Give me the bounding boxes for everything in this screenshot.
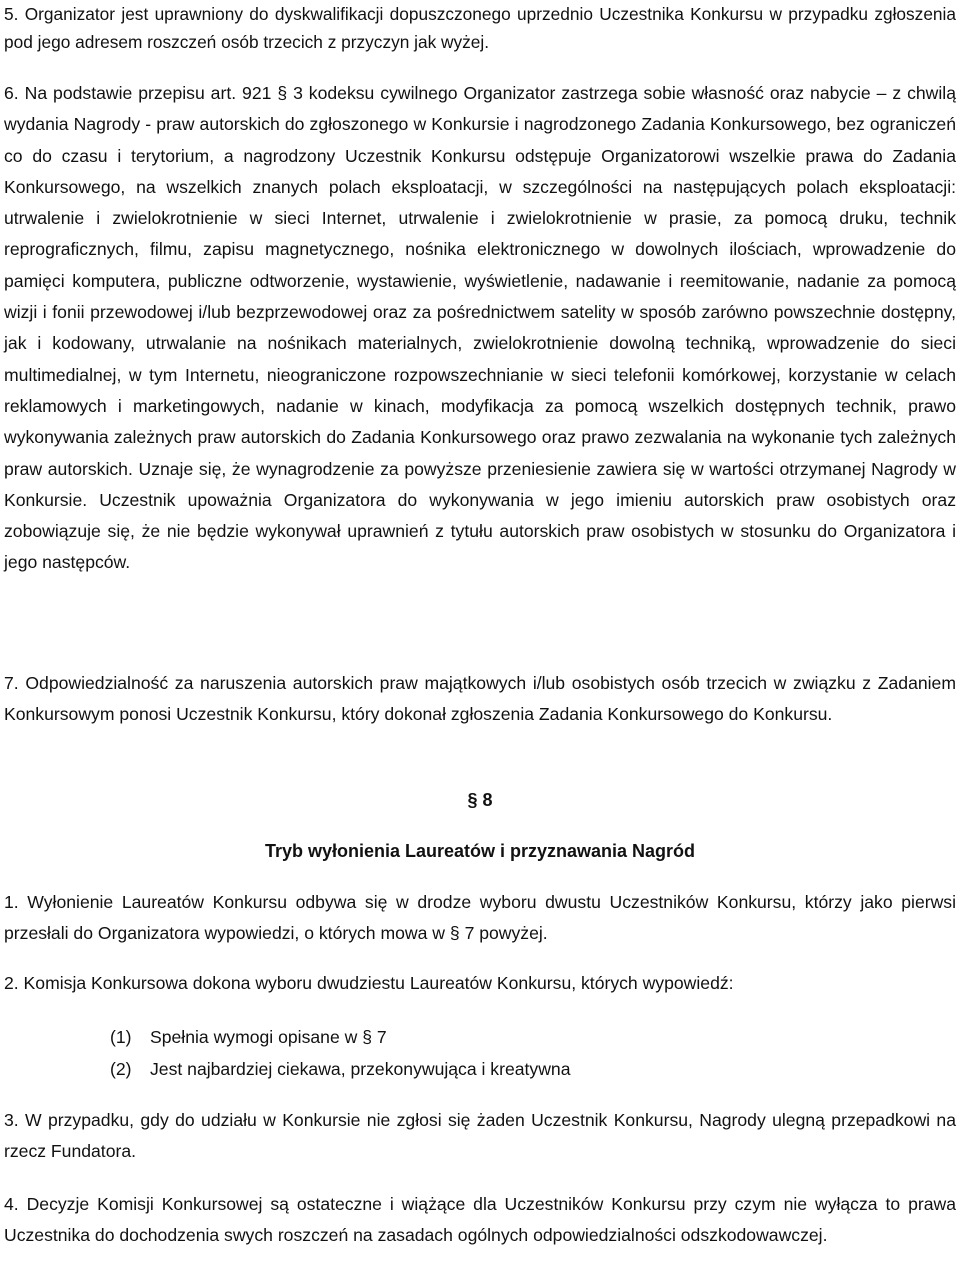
section-paragraph-3: 3. W przypadku, gdy do udziału w Konkursie nie zgłosi się żaden Uczestnik Konkursu, Nagrody ulegną przepadkowi na rzecz Fundatora. <box>4 1110 956 1162</box>
criteria-number: (2) <box>110 1059 132 1079</box>
paragraph-6: 6. Na podstawie przepisu art. 921 § 3 kodeksu cywilnego Organizator zastrzega sobie własność oraz nabycie – z chwilą wydania Nagrody - praw autorskich do zgłoszonego w Konkursie i nagrodzonego Zadania Konkursowego, bez ograniczeń co do czasu i terytorium, a nagrodzony Uczestnik Konkursu odstępuje Organizatorowi wszelkie prawa do Zadania Konkursowego, na wszelkich znanych polach eksploatacji, w szczególności na następujących polach eksploatacji: utrwalenie i zwielokrotnienie w sieci Internet, utrwalenie i zwielokrotnienie w prasie, za pomocą druku, technik reprograficznych, filmu, zapisu magnetycznego, nośnika elektronicznego w dowolnych ilościach, wprowadzenie do pamięci komputera, publiczne odtworzenie, wystawienie, wyświetlenie, nadawanie i reemitowanie, nadanie za pomocą wizji i fonii przewodowej i/lub bezprzewodowej oraz za pośrednictwem satelity w sposób zarówno powszechnie dostępny, jak i kodowany, utrwalanie na nośnikach materialnych, zwielokrotnienie dowolną techniką, wprowadzenie do sieci multimedialnej, w tym Internetu, nieograniczone rozpowszechnianie w sieci telefonii komórkowej, korzystanie w celach reklamowych i marketingowych, nadanie w kinach, modyfikacja za pomocą wszelkich dostępnych technik, prawo wykonywania zależnych praw autorskich do Zadania Konkursowego oraz prawo zezwalania na wykonanie tych zależnych praw autorskich. Uznaje się, że wynagrodzenie za powyższe przeniesienie zawiera się w wartości otrzymanej Nagrody w Konkursie. Uczestnik upoważnia Organizatora do wykonywania w jego imieniu autorskich praw osobistych oraz zobowiązuje się, że nie będzie wykonywał uprawnień z tytułu autorskich praw osobistych w stosunku do Organizatora i jego następców. <box>4 83 956 573</box>
section-paragraph-2: 2. Komisja Konkursowa dokona wyboru dwudziestu Laureatów Konkursu, których wypowiedź: <box>4 973 734 993</box>
criteria-item-2 <box>110 1057 571 1081</box>
criteria-text: Jest najbardziej ciekawa, przekonywująca i kreatywna <box>150 1059 571 1079</box>
section-paragraph-4: 4. Decyzje Komisji Konkursowej są ostateczne i wiążące dla Uczestników Konkursu przy czym nie wyłącza to prawa Uczestnika do dochodzenia swych roszczeń na zasadach ogólnych odpowiedzialności odszkodowawczej. <box>4 1194 956 1246</box>
criteria-text: Spełnia wymogi opisane w § 7 <box>150 1027 387 1047</box>
criteria-number: (1) <box>110 1027 132 1047</box>
section-paragraph-1: 1. Wyłonienie Laureatów Konkursu odbywa się w drodze wyboru dwustu Uczestników Konkursu, którzy jako pierwsi przesłali do Organizatora wypowiedzi, o których mowa w § 7 powyżej. <box>4 892 956 944</box>
criteria-item-1 <box>110 1025 387 1049</box>
section-title: Tryb wyłonienia Laureatów i przyznawania Nagród <box>264 841 696 861</box>
paragraph-5: 5. Organizator jest uprawniony do dyskwalifikacji dopuszczonego uprzednio Uczestnika Konkursu w przypadku zgłoszenia pod jego adresem roszczeń osób trzecich z przyczyn jak wyżej. <box>4 4 956 52</box>
paragraph-7: 7. Odpowiedzialność za naruszenia autorskich praw majątkowych i/lub osobistych osób trzecich w związku z Zadaniem Konkursowym ponosi Uczestnik Konkursu, który dokonał zgłoszenia Zadania Konkursowego do Konkursu. <box>4 673 956 725</box>
section-number: § 8 <box>467 790 493 810</box>
